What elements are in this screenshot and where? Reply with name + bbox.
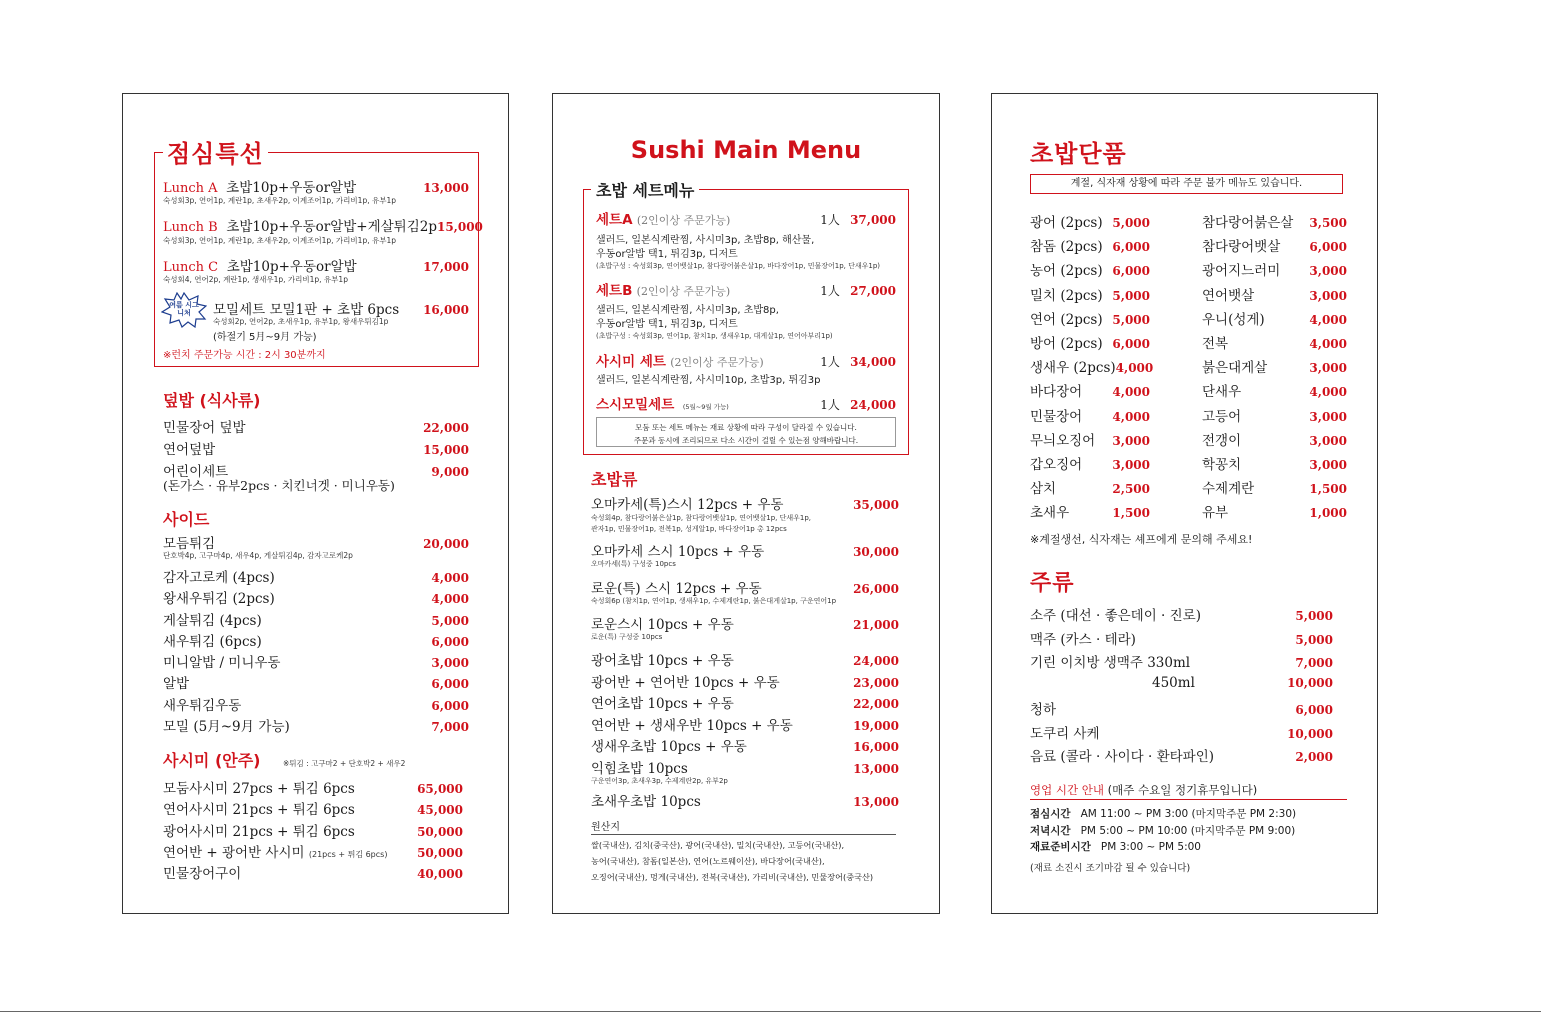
sashimi-set-per: 1人 — [820, 355, 840, 369]
sashimi-item-price: 40,000 — [417, 867, 463, 881]
side-item-name: 게살튀김 (4pcs) — [163, 613, 262, 629]
origin-divider — [591, 834, 896, 835]
set-b-desc2: 우동or알밥 택1, 튀김3p, 디저트 — [596, 319, 738, 330]
single-sushi-name: 우니(성게) — [1202, 311, 1265, 328]
side-item-name: 새우튀김우동 — [163, 698, 242, 714]
soba-set-name: 모밀세트 모밀1판 + 초밥 6pcs — [213, 302, 400, 318]
lunch-c-code: Lunch C — [163, 260, 219, 275]
sushi-soba-set-row — [596, 393, 896, 413]
side-item — [163, 609, 469, 629]
single-sushi-name: 참다랑어뱃살 — [1202, 239, 1281, 256]
side-item-name: 감자고로케 (4pcs) — [163, 570, 275, 586]
sushi-main-title: Sushi Main Menu — [630, 136, 862, 164]
donburi-title: 덮밥 (식사류) — [163, 391, 261, 410]
single-sushi-item-right — [1202, 501, 1347, 521]
sushi-item-price: 23,000 — [853, 676, 899, 690]
sushi-item-name: 오마카세(특)스시 12pcs + 우동 — [591, 497, 784, 513]
sushi-item-price: 24,000 — [853, 654, 899, 668]
single-sushi-name: 광어지느러미 — [1202, 263, 1281, 280]
single-sushi-price: 5,000 — [1112, 216, 1150, 230]
lunch-c-row — [163, 255, 469, 275]
sushi-item-price: 30,000 — [853, 545, 899, 559]
sushi-item-desc: 오마카세(특) 구성중 10pcs — [591, 560, 676, 568]
sashimi-title: 사시미 (안주) — [163, 751, 261, 770]
side-item-price: 6,000 — [431, 677, 469, 691]
sushi-item-price: 13,000 — [853, 762, 899, 776]
sashimi-set-row — [596, 350, 896, 370]
sushi-item-price: 35,000 — [853, 498, 899, 512]
drink-item-price: 2,000 — [1295, 750, 1333, 764]
soba-set-row — [213, 298, 469, 318]
donburi-item-name: 어린이세트 — [163, 464, 229, 480]
sashimi-item-small: (21pcs + 튀김 6pcs) — [308, 850, 388, 859]
sushi-item-desc: 관자1p, 민물장어1p, 전복1p, 성게알1p, 바다장어1p 총 12pcs — [591, 525, 787, 533]
single-sushi-price: 4,000 — [1115, 361, 1154, 376]
soba-set-desc: 숙성회2p, 연어2p, 초새우1p, 유부1p, 왕새우튀김1p — [213, 317, 389, 326]
single-sushi-price: 6,000 — [1112, 337, 1150, 351]
drink-item — [1030, 698, 1333, 718]
sushi-item-name: 연어초밥 10pcs + 우동 — [591, 696, 734, 712]
side-item-price: 4,000 — [431, 571, 469, 585]
sashimi-item — [163, 798, 463, 818]
sashimi-item — [163, 862, 463, 882]
bottom-rule — [0, 1011, 1541, 1012]
set-b-per: 1人 — [820, 284, 840, 298]
sashimi-item-name: 연어반 + 광어반 사시미 — [163, 845, 305, 861]
single-sushi-item-left — [1030, 453, 1150, 473]
drink-item — [1030, 745, 1333, 765]
lunch-a-code: Lunch A — [163, 181, 218, 196]
single-sushi-price: 5,000 — [1112, 312, 1150, 327]
hours-value: PM 5:00 ~ PM 10:00 (마지막주문 PM 9:00) — [1080, 825, 1296, 837]
donburi-item-name: 연어덮밥 — [163, 442, 216, 458]
sushi-item — [591, 790, 899, 810]
single-sushi-name: 전복 — [1202, 336, 1229, 352]
sushi-item — [591, 714, 899, 734]
sushi-soba-set-per: 1人 — [820, 398, 840, 412]
single-sushi-price: 4,000 — [1309, 337, 1347, 351]
sushi-item-name: 광어초밥 10pcs + 우동 — [591, 653, 734, 669]
drink-item-price: 5,000 — [1295, 633, 1333, 647]
set-a-comp: (초밥구성 : 숙성회3p, 연어뱃살1p, 참다랑어붉은살1p, 바다장어1p, 민물장어1p, 단새우1p) — [596, 262, 881, 270]
sushi-item — [591, 649, 899, 669]
sushi-item-price: 26,000 — [853, 582, 899, 596]
single-sushi-price: 3,000 — [1309, 458, 1347, 472]
menu-panel-lunch — [122, 93, 509, 914]
origin-line1: 쌀(국내산), 김치(중국산), 광어(국내산), 밀치(국내산), 고등어(국내산), — [591, 840, 845, 850]
origin-line3: 오징어(국내산), 멍게(국내산), 전복(국내산), 가리비(국내산), 민물장어(중국산) — [591, 872, 874, 882]
set-a-per: 1人 — [820, 213, 840, 227]
drink-item-name: 기린 이치방 생맥주 330ml — [1030, 655, 1191, 671]
side-title: 사이드 — [163, 510, 210, 529]
sashimi-item-name: 광어사시미 21pcs + 튀김 6pcs — [163, 824, 355, 840]
donburi-item — [163, 416, 469, 436]
menu-panel-single-drinks — [991, 93, 1378, 914]
hours-label: 점심시간 — [1030, 808, 1071, 820]
business-hours-subtitle: (매주 수요일 정기휴무입니다) — [1107, 783, 1258, 797]
hours-label: 재료준비시간 — [1030, 841, 1091, 853]
side-item-price: 20,000 — [423, 537, 469, 551]
single-sushi-item-right — [1202, 477, 1347, 497]
sushi-item-name: 광어반 + 연어반 10pcs + 우동 — [591, 675, 780, 691]
set-b-row — [596, 279, 896, 299]
sushi-soba-set-name: 스시모밀세트 — [596, 397, 675, 413]
single-sushi-price: 3,000 — [1309, 361, 1347, 376]
single-sushi-item-right — [1202, 405, 1347, 425]
set-a-cond: (2인이상 주문가능) — [636, 214, 731, 227]
single-sushi-price: 3,000 — [1309, 264, 1347, 279]
drink-item — [1152, 675, 1333, 691]
single-sushi-name: 참다랑어붉은살 — [1202, 215, 1294, 231]
set-menu-title: 초밥 세트메뉴 — [591, 178, 699, 201]
sushi-item-price: 13,000 — [853, 795, 899, 809]
single-sushi-price: 3,000 — [1309, 288, 1347, 303]
donburi-item-price: 15,000 — [423, 443, 469, 457]
single-sushi-price: 3,500 — [1309, 216, 1347, 230]
single-sushi-name: 바다장어 — [1030, 384, 1083, 401]
set-notice-line1: 모둠 또는 세트 메뉴는 재료 상황에 따라 구성이 달라질 수 있습니다. — [635, 423, 857, 432]
sushi-item-name: 익힘초밥 10pcs — [591, 761, 688, 777]
single-sushi-price: 6,000 — [1112, 240, 1150, 255]
availability-notice: 계절, 식자재 상황에 따라 주문 불가 메뉴도 있습니다. — [1030, 174, 1343, 194]
sashimi-item-price: 45,000 — [417, 803, 463, 817]
hours-row-dinner — [1030, 823, 1295, 838]
sushi-item-name: 로운(특) 스시 12pcs + 우동 — [591, 581, 762, 597]
side-item-name: 모듬튀김 — [163, 536, 216, 552]
single-sushi-item-left — [1030, 429, 1150, 449]
single-sushi-name: 연어뱃살 — [1202, 287, 1255, 304]
sushi-item — [591, 757, 899, 777]
lunch-b-price: 15,000 — [436, 220, 483, 234]
side-item — [163, 630, 469, 650]
drink-item — [1030, 651, 1333, 671]
single-sushi-price: 6,000 — [1309, 240, 1347, 255]
set-b-desc1: 샐러드, 일본식계란찜, 사시미3p, 초밥8p, — [596, 305, 779, 316]
single-sushi-name: 광어 (2pcs) — [1030, 215, 1103, 231]
kids-set-desc: (돈가스 · 유부2pcs · 치킨너겟 · 미니우동) — [163, 478, 395, 493]
single-sushi-name: 갑오징어 — [1030, 457, 1083, 473]
summer-signature-badge — [161, 292, 207, 328]
sashimi-set-price: 34,000 — [850, 355, 896, 369]
origin-title: 원산지 — [591, 822, 620, 833]
sushi-item-name: 오마카세 스시 10pcs + 우동 — [591, 544, 765, 560]
business-hours-header — [1030, 782, 1257, 798]
drink-item — [1030, 722, 1333, 742]
side-item — [163, 532, 469, 552]
single-sushi-item-right — [1202, 235, 1347, 255]
set-b-cond: (2인이상 주문가능) — [636, 285, 731, 298]
drink-item-price: 7,000 — [1295, 656, 1333, 670]
single-sushi-item-left — [1030, 308, 1150, 328]
lunch-c-name: 초밥10p+우동or알밥 — [226, 259, 357, 275]
sushi-item — [591, 577, 899, 597]
single-sushi-name: 생새우 (2pcs) — [1030, 360, 1116, 377]
sushi-item-name: 생새우초밥 10pcs + 우동 — [591, 739, 747, 755]
single-sushi-price: 5,000 — [1112, 288, 1150, 303]
single-sushi-price: 4,000 — [1112, 409, 1150, 424]
single-sushi-price: 1,500 — [1112, 506, 1150, 521]
side-item-name: 미니알밥 / 미니우동 — [163, 655, 281, 671]
side-item-desc: 단호박4p, 고구마4p, 새우4p, 게살튀김4p, 감자고로케2p — [163, 551, 353, 560]
single-sushi-price: 4,000 — [1309, 312, 1347, 327]
sushi-item-price: 16,000 — [853, 740, 899, 754]
lunch-b-name: 초밥10p+우동or알밥+게살튀김2p — [226, 219, 437, 235]
sushi-item-desc: 숙성회6p (참치1p, 연어1p, 생새우1p, 수제계란1p, 붉은대게살1p, 구운연어1p — [591, 597, 837, 605]
lunch-title: 점심특선 — [163, 134, 268, 169]
set-a-desc1: 샐러드, 일본식계란찜, 사시미3p, 초밥8p, 해산물, — [596, 235, 815, 246]
single-sushi-item-left — [1030, 356, 1154, 377]
hours-value: AM 11:00 ~ PM 3:00 (마지막주문 PM 2:30) — [1080, 808, 1297, 820]
soba-set-season: (하절기 5月~9月 가능) — [213, 332, 317, 343]
lunch-c-price: 17,000 — [423, 260, 469, 274]
set-a-price: 37,000 — [850, 213, 896, 227]
donburi-item — [163, 438, 469, 458]
set-b-comp: (초밥구성 : 숙성회3p, 연어1p, 참치1p, 생새우1p, 대게살1p, 연어아부리1p) — [596, 332, 833, 340]
side-item-name: 왕새우튀김 (2pcs) — [163, 591, 275, 607]
side-item — [163, 694, 469, 714]
side-item-name: 알밥 — [163, 676, 190, 692]
hours-divider — [1030, 799, 1347, 800]
sushi-item-price: 21,000 — [853, 618, 899, 632]
single-sushi-name: 연어 (2pcs) — [1030, 311, 1103, 328]
side-item-price: 7,000 — [431, 720, 469, 734]
drink-item — [1030, 604, 1333, 624]
seasonal-fish-note: ※계절생선, 식자재는 셰프에게 문의해 주세요! — [1030, 533, 1253, 546]
sushi-item — [591, 692, 899, 712]
business-hours-title: 영업 시간 안내 — [1030, 783, 1104, 797]
single-sushi-price: 3,000 — [1309, 433, 1347, 448]
single-sushi-name: 민물장어 — [1030, 408, 1083, 425]
single-sushi-item-left — [1030, 501, 1150, 521]
lunch-c-desc: 숙성회4, 연어2p, 계란1p, 생새우1p, 가리비1p, 유부1p — [163, 275, 348, 284]
single-sushi-item-right — [1202, 356, 1347, 376]
set-b-price: 27,000 — [850, 284, 896, 298]
single-sushi-title: 초밥단품 — [1030, 140, 1127, 168]
single-sushi-name: 무늬오징어 — [1030, 432, 1096, 449]
lunch-b-code: Lunch B — [163, 220, 218, 235]
single-sushi-item-left — [1030, 405, 1150, 425]
single-sushi-name: 방어 (2pcs) — [1030, 336, 1103, 352]
single-sushi-name: 고등어 — [1202, 408, 1242, 425]
single-sushi-price: 1,500 — [1309, 482, 1347, 497]
sashimi-item-price: 50,000 — [417, 846, 463, 860]
menu-panel-sushi — [552, 93, 940, 914]
single-sushi-item-right — [1202, 380, 1347, 400]
side-item-price: 6,000 — [431, 635, 469, 649]
single-sushi-item-left — [1030, 332, 1150, 352]
lunch-a-price: 13,000 — [423, 181, 469, 195]
sushi-item-name: 로운스시 10pcs + 우동 — [591, 617, 734, 633]
lunch-time-note: ※런치 주문가능 시간 : 2시 30분까지 — [163, 350, 326, 361]
single-sushi-price: 3,000 — [1112, 458, 1150, 472]
lunch-b-desc: 숙성회3p, 연어1p, 계란1p, 초새우2p, 이계조어1p, 가리비1p, 유부1p — [163, 236, 396, 245]
set-notice-box — [596, 417, 896, 447]
side-item — [163, 566, 469, 586]
single-sushi-name: 붉은대게살 — [1202, 360, 1268, 377]
donburi-item-name: 민물장어 덮밥 — [163, 420, 246, 436]
sushi-item-desc: 로운(특) 구성중 10pcs — [591, 633, 663, 641]
drink-item-name: 맥주 (카스 · 테라) — [1030, 632, 1136, 648]
sushi-item-price: 19,000 — [853, 719, 899, 733]
single-sushi-name: 학꽁치 — [1202, 457, 1242, 473]
sashimi-item-price: 65,000 — [417, 782, 463, 796]
hours-label: 저녁시간 — [1030, 825, 1071, 837]
lunch-a-row — [163, 176, 469, 196]
lunch-b-row — [163, 215, 483, 235]
sushi-item-desc: 구운연어3p, 초새우3p, 수제계란2p, 유부2p — [591, 777, 728, 785]
single-sushi-item-left — [1030, 211, 1150, 231]
side-item-price: 6,000 — [431, 699, 469, 713]
single-sushi-name: 유부 — [1202, 505, 1229, 522]
sashimi-item — [163, 820, 463, 840]
single-sushi-name: 초새우 — [1030, 505, 1070, 522]
sashimi-item-price: 50,000 — [417, 825, 463, 839]
early-close-note: (재료 소진시 조기마감 될 수 있습니다) — [1030, 863, 1191, 874]
single-sushi-item-right — [1202, 332, 1347, 352]
drink-item-price: 5,000 — [1295, 609, 1333, 623]
set-a-row — [596, 208, 896, 228]
single-sushi-item-left — [1030, 235, 1150, 255]
sushi-item — [591, 493, 899, 513]
single-sushi-price: 2,500 — [1112, 482, 1150, 497]
sushi-item-name: 연어반 + 생새우반 10pcs + 우동 — [591, 718, 793, 734]
hours-row-lunch — [1030, 806, 1296, 821]
side-item-price: 4,000 — [431, 592, 469, 606]
side-item — [163, 672, 469, 692]
lunch-a-desc: 숙성회3p, 연어1p, 계란1p, 초새우2p, 이계조어1p, 가리비1p, 유부1p — [163, 196, 396, 205]
single-sushi-item-left — [1030, 380, 1150, 400]
sashimi-item-name: 민물장어구이 — [163, 866, 242, 882]
single-sushi-name: 참돔 (2pcs) — [1030, 239, 1103, 256]
donburi-item-price: 9,000 — [431, 465, 469, 479]
single-sushi-name: 전갱이 — [1202, 432, 1242, 449]
lunch-a-name: 초밥10p+우동or알밥 — [226, 180, 357, 196]
drink-item-name: 음료 (콜라 · 사이다 · 환타파인) — [1030, 749, 1215, 765]
sashimi-item — [163, 777, 463, 797]
sushi-item — [591, 671, 899, 691]
single-sushi-item-left — [1030, 477, 1150, 497]
single-sushi-item-left — [1030, 284, 1150, 304]
sashimi-note: ※튀김 : 고구마2 + 단호박2 + 새우2 — [283, 759, 406, 768]
sushi-list-title: 초밥류 — [591, 470, 638, 489]
sashimi-item — [163, 841, 463, 861]
single-sushi-price: 3,000 — [1112, 433, 1150, 448]
single-sushi-item-left — [1030, 259, 1150, 279]
single-sushi-price: 6,000 — [1112, 264, 1150, 279]
single-sushi-name: 농어 (2pcs) — [1030, 263, 1103, 280]
single-sushi-item-right — [1202, 259, 1347, 279]
single-sushi-price: 4,000 — [1309, 385, 1347, 400]
sashimi-set-cond: (2인이상 주문가능) — [670, 356, 764, 369]
set-notice-line2: 주문과 동시에 조리되므로 다소 시간이 걸릴 수 있는점 양해바랍니다. — [633, 436, 859, 445]
drink-item-name: 청하 — [1030, 702, 1057, 718]
single-sushi-name: 밀치 (2pcs) — [1030, 287, 1103, 304]
side-item-price: 3,000 — [431, 656, 469, 670]
side-item — [163, 651, 469, 671]
sushi-soba-set-cond: (5월~9월 가능) — [682, 403, 729, 411]
single-sushi-name: 단새우 — [1202, 384, 1242, 401]
single-sushi-price: 1,000 — [1309, 506, 1347, 521]
single-sushi-price: 4,000 — [1112, 385, 1150, 400]
sushi-item — [591, 613, 899, 633]
summer-signature-text: 여름 시그니처 — [169, 301, 199, 317]
side-item-price: 5,000 — [431, 614, 469, 628]
sushi-soba-set-price: 24,000 — [850, 398, 896, 412]
origin-line2: 농어(국내산), 참돔(일본산), 연어(노르웨이산), 바다장어(국내산), — [591, 856, 825, 866]
set-a-desc2: 우동or알밥 택1, 튀김3p, 디저트 — [596, 249, 738, 260]
sushi-item — [591, 540, 899, 560]
single-sushi-item-right — [1202, 453, 1347, 473]
drink-item-name: 도쿠리 사케 — [1030, 726, 1100, 742]
drink-item-name: 450ml — [1152, 675, 1195, 691]
drink-item-name: 소주 (대선 · 좋은데이 · 진로) — [1030, 608, 1201, 624]
single-sushi-item-right — [1202, 429, 1347, 449]
side-item-name: 모밀 (5月~9月 가능) — [163, 719, 290, 735]
sushi-item-price: 22,000 — [853, 697, 899, 711]
sashimi-set-desc: 샐러드, 일본식계란찜, 사시미10p, 초밥3p, 튀김3p — [596, 375, 821, 386]
hours-row-prep — [1030, 839, 1201, 854]
set-b-name: 세트B — [596, 283, 633, 299]
sushi-item-name: 초새우초밥 10pcs — [591, 794, 701, 810]
sashimi-item-name: 연어사시미 21pcs + 튀김 6pcs — [163, 802, 355, 818]
sashimi-set-name: 사시미 세트 — [596, 354, 666, 370]
single-sushi-name: 수제계란 — [1202, 481, 1255, 498]
drink-item-price: 10,000 — [1287, 676, 1333, 690]
sushi-item — [591, 735, 899, 755]
side-item-name: 새우튀김 (6pcs) — [163, 634, 262, 650]
single-sushi-name: 삼치 — [1030, 481, 1057, 498]
set-a-name: 세트A — [596, 212, 633, 228]
drink-item-price: 6,000 — [1295, 703, 1333, 717]
side-item — [163, 587, 469, 607]
drinks-title: 주류 — [1030, 571, 1075, 596]
single-sushi-item-right — [1202, 284, 1347, 304]
single-sushi-item-right — [1202, 308, 1347, 328]
drink-item-price: 10,000 — [1287, 727, 1333, 741]
single-sushi-item-right — [1202, 211, 1347, 231]
soba-set-price: 16,000 — [423, 303, 469, 317]
side-item — [163, 715, 469, 735]
donburi-item-price: 22,000 — [423, 421, 469, 435]
sushi-item-desc: 숙성회4p, 참다랑어붉은살1p, 참다랑어뱃살1p, 연어뱃살1p, 단새우1p, — [591, 514, 812, 522]
single-sushi-price: 3,000 — [1309, 409, 1347, 424]
drink-item — [1030, 628, 1333, 648]
sashimi-item-name: 모둠사시미 27pcs + 튀김 6pcs — [163, 781, 355, 797]
hours-value: PM 3:00 ~ PM 5:00 — [1100, 841, 1201, 853]
